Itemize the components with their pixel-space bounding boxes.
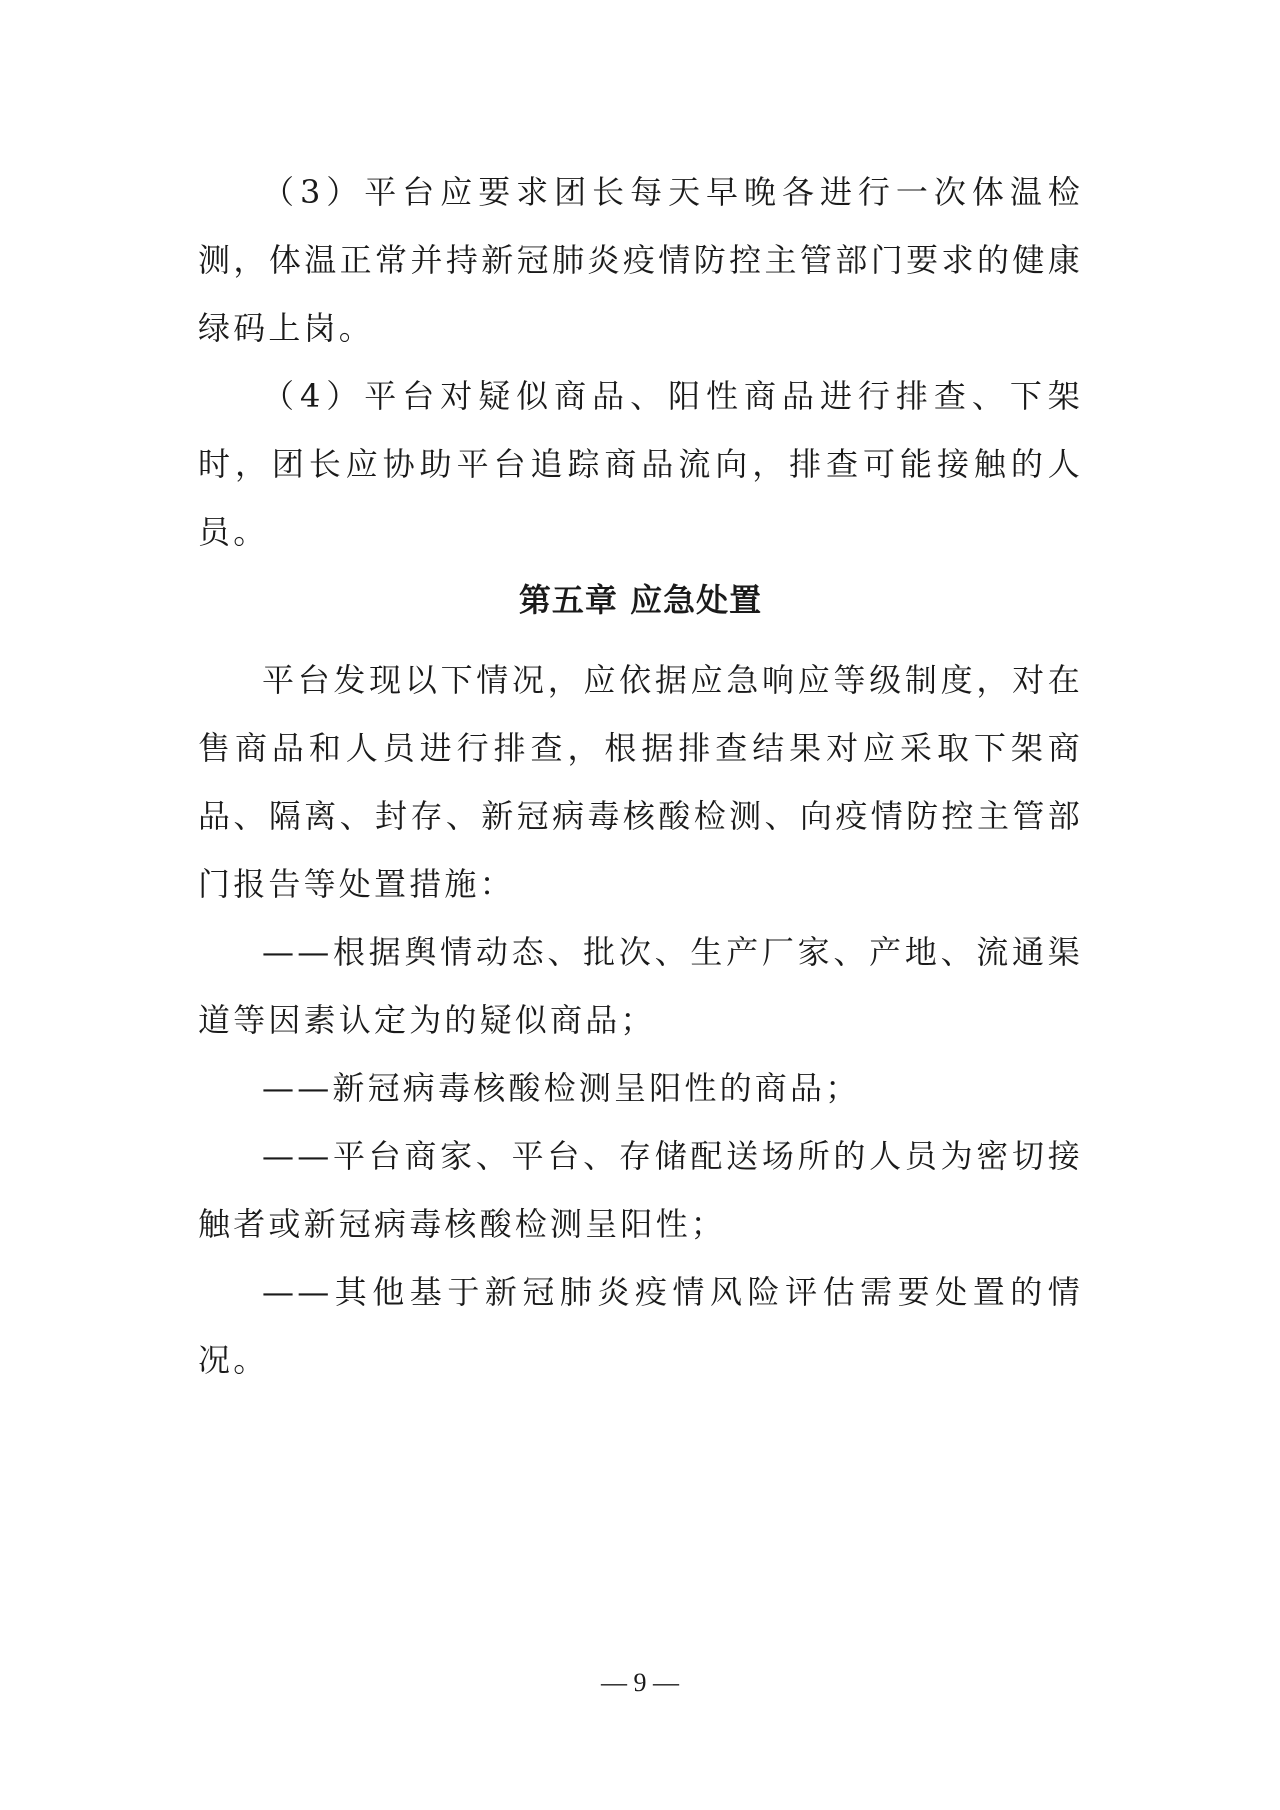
document-body <box>198 158 1083 1394</box>
list-item: ——新冠病毒核酸检测呈阳性的商品； <box>262 1069 861 1107</box>
list-item: ——其他基于新冠肺炎疫情风险评估需要处置的情况。 <box>198 1273 1083 1379</box>
list-item: ——根据舆情动态、批次、生产厂家、产地、流通渠道等因素认定为的疑似商品； <box>198 933 1083 1039</box>
paragraph: 平台发现以下情况，应依据应急响应等级制度，对在售商品和人员进行排查，根据排查结果对应采取下架商品、隔离、封存、新冠病毒核酸检测、向疫情防控主管部门报告等处置措施： <box>198 661 1083 903</box>
paragraph: （4）平台对疑似商品、阳性商品进行排查、下架时，团长应协助平台追踪商品流向，排查可能接触的人员。 <box>198 377 1083 551</box>
page-number: — 9 — <box>601 1668 679 1697</box>
list-item: ——平台商家、平台、存储配送场所的人员为密切接触者或新冠病毒核酸检测呈阳性； <box>198 1137 1083 1243</box>
chapter-heading: 第五章 应急处置 <box>518 581 763 619</box>
paragraph: （3）平台应要求团长每天早晚各进行一次体温检测，体温正常并持新冠肺炎疫情防控主管部门要求的健康绿码上岗。 <box>198 173 1083 347</box>
